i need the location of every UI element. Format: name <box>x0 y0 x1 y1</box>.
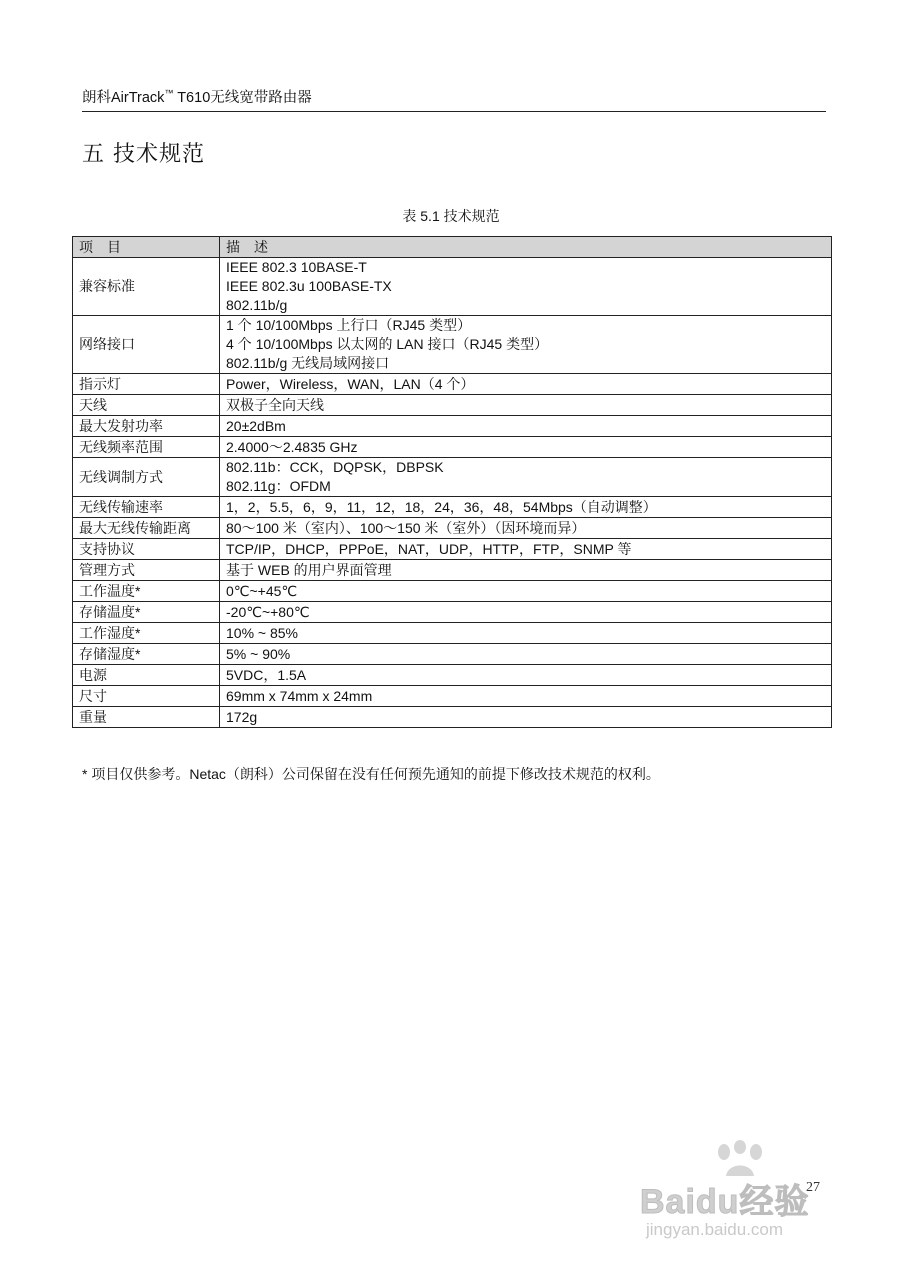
spec-value-line: -20℃~+80℃ <box>226 603 310 620</box>
table-row <box>73 644 832 665</box>
table-row <box>73 581 832 602</box>
table-row <box>73 316 832 374</box>
spec-value-line: 802.11b/g <box>226 297 288 313</box>
spec-value <box>220 602 832 623</box>
spec-value <box>220 686 832 707</box>
spec-label: 工作温度* <box>73 581 220 602</box>
table-row <box>73 539 832 560</box>
spec-label: 存储湿度* <box>73 644 220 665</box>
table-row <box>73 560 832 581</box>
spec-label: 兼容标准 <box>73 258 220 316</box>
spec-label: 尺寸 <box>73 686 220 707</box>
header-cell-description: 描述 <box>220 237 832 258</box>
table-caption: 表 5.1 技术规范 <box>402 208 500 224</box>
spec-value-line: 1，2，5.5，6，9，11，12，18，24，36，48，54Mbps（自动调整） <box>226 498 657 515</box>
spec-label: 无线频率范围 <box>73 437 220 458</box>
table-header-row <box>73 237 832 258</box>
table-row <box>73 458 832 497</box>
table-row <box>73 707 832 728</box>
table-row <box>73 258 832 316</box>
spec-value-line: IEEE 802.3u 100BASE-TX <box>226 278 392 294</box>
spec-value-line: 802.11b：CCK，DQPSK，DBPSK <box>226 459 444 475</box>
spec-value-line: 1 个 10/100Mbps 上行口（RJ45 类型） <box>226 317 472 333</box>
spec-value <box>220 395 832 416</box>
spec-value <box>220 644 832 665</box>
table-row <box>73 416 832 437</box>
spec-value <box>220 707 832 728</box>
spec-value-line: 10% ~ 85% <box>226 624 298 641</box>
spec-value-line: 基于 WEB 的用户界面管理 <box>226 561 392 578</box>
spec-table <box>72 236 832 728</box>
spec-value <box>220 581 832 602</box>
spec-value <box>220 497 832 518</box>
spec-label: 重量 <box>73 707 220 728</box>
spec-label: 无线调制方式 <box>73 458 220 497</box>
spec-label: 网络接口 <box>73 316 220 374</box>
spec-label: 最大发射功率 <box>73 416 220 437</box>
header-cell-item: 项目 <box>73 237 220 258</box>
table-row <box>73 602 832 623</box>
spec-value <box>220 539 832 560</box>
spec-value-line: 802.11g：OFDM <box>226 478 331 494</box>
spec-value <box>220 416 832 437</box>
spec-label: 电源 <box>73 665 220 686</box>
spec-value <box>220 458 832 497</box>
spec-value-line: 双极子全向天线 <box>226 396 324 413</box>
spec-value <box>220 437 832 458</box>
table-row <box>73 395 832 416</box>
spec-label: 管理方式 <box>73 560 220 581</box>
trademark-symbol: ™ <box>164 88 174 99</box>
document-header <box>82 88 826 112</box>
header-title-prefix: 朗科AirTrack <box>82 90 165 106</box>
table-row <box>73 518 832 539</box>
spec-value <box>220 560 832 581</box>
table-row <box>73 497 832 518</box>
spec-value-line: 5% ~ 90% <box>226 645 291 662</box>
footnote: * 项目仅供参考。Netac（朗科）公司保留在没有任何预先通知的前提下修改技术规范的权利。 <box>82 766 660 782</box>
spec-label: 指示灯 <box>73 374 220 395</box>
spec-label: 天线 <box>73 395 220 416</box>
spec-value-line: Power，Wireless，WAN，LAN（4 个） <box>226 375 475 392</box>
spec-value-line: IEEE 802.3 10BASE-T <box>226 259 367 275</box>
table-row <box>73 437 832 458</box>
paw-icon <box>710 1140 770 1180</box>
table-row <box>73 665 832 686</box>
table-row <box>73 374 832 395</box>
spec-value <box>220 518 832 539</box>
table-row <box>73 686 832 707</box>
spec-value-line: 0℃~+45℃ <box>226 582 298 599</box>
spec-value-line: 802.11b/g 无线局域网接口 <box>226 355 390 371</box>
spec-value-line: 2.4000～2.4835 GHz <box>226 438 358 455</box>
page-number: 27 <box>806 1180 820 1195</box>
table-row <box>73 623 832 644</box>
spec-value <box>220 258 832 316</box>
spec-label: 最大无线传输距离 <box>73 518 220 539</box>
spec-value <box>220 316 832 374</box>
spec-table-body <box>73 258 832 728</box>
watermark-logo: Baidu经验 <box>640 1183 810 1221</box>
spec-value <box>220 665 832 686</box>
watermark-url: jingyan.baidu.com <box>646 1220 784 1239</box>
spec-label: 工作湿度* <box>73 623 220 644</box>
spec-value-line: 172g <box>226 708 258 725</box>
spec-value-line: 80～100 米（室内）、100～150 米（室外）（因环境而异） <box>226 519 586 536</box>
spec-value-line: 5VDC，1.5A <box>226 666 307 683</box>
header-title-suffix: T610无线宽带路由器 <box>173 90 312 106</box>
spec-label: 支持协议 <box>73 539 220 560</box>
baidu-watermark <box>640 1140 860 1250</box>
spec-value-line: 20±2dBm <box>226 417 286 434</box>
section-title: 五 技术规范 <box>82 142 205 167</box>
spec-value <box>220 623 832 644</box>
spec-label: 存储温度* <box>73 602 220 623</box>
spec-value-line: 4 个 10/100Mbps 以太网的 LAN 接口（RJ45 类型） <box>226 336 549 352</box>
spec-label: 无线传输速率 <box>73 497 220 518</box>
spec-value <box>220 374 832 395</box>
spec-value-line: 69mm x 74mm x 24mm <box>226 687 373 704</box>
spec-value-line: TCP/IP，DHCP，PPPoE，NAT，UDP，HTTP，FTP，SNMP 等 <box>226 540 632 557</box>
